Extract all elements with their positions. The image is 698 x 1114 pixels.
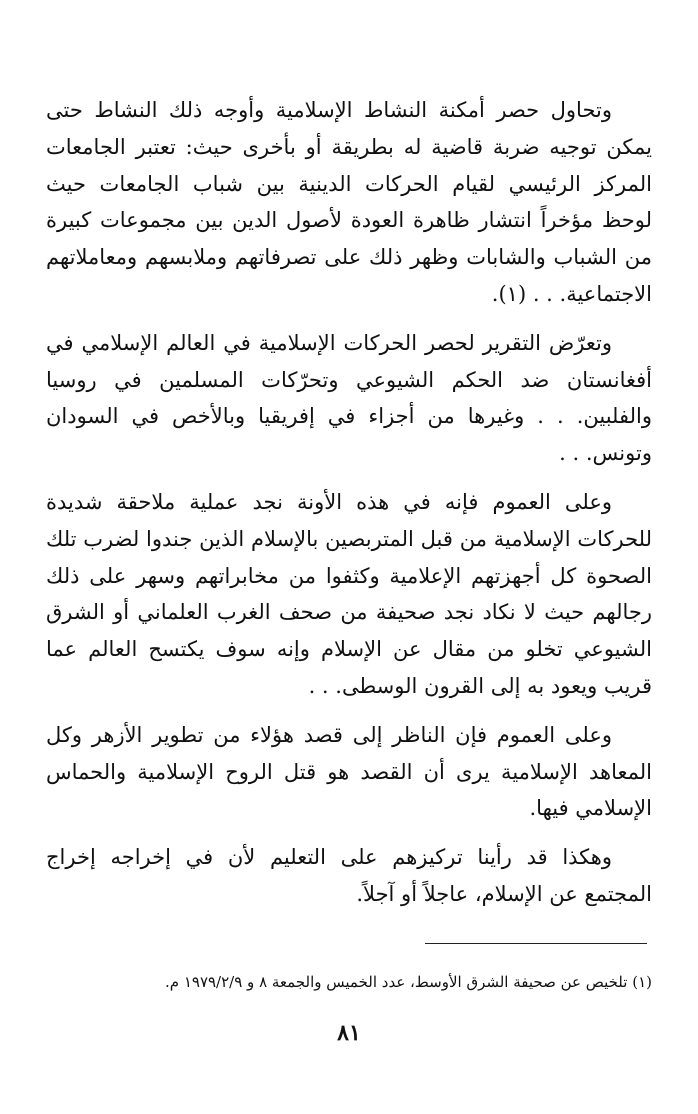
- paragraph-1: وتحاول حصر أمكنة النشاط الإسلامية وأوجه ذلك النشاط حتى يمكن توجيه ضربة قاضية له بطريقة أو بأخرى حيث: تعتبر الجامعات المركز الرئيسي لقيام الحركات الدينية بين شباب الجامعات حيث لوحظ مؤخراً انتشار ظاهرة العودة لأصول الدين بين مجموعات كبيرة من الشباب والشابات وظهر ذلك على تصرفاتهم وملابسهم ومعاملاتهم الاجتماعية. . . (١).: [46, 98, 652, 306]
- paragraph-3: وعلى العموم فإنه في هذه الأونة نجد عملية ملاحقة شديدة للحركات الإسلامية من قبل المتربصين بالإسلام الذين جندوا لضرب تلك الصحوة كل أجهزتهم الإعلامية وكثفوا من مخابراتهم وسهر على ذلك رجالهم حيث لا نكاد نجد صحيفة من صحف الغرب العلماني أو الشرق الشيوعي تخلو من مقال عن الإسلام وإنه سوف يكتسح العالم عما قريب ويعود به إلى القرون الوسطى. . .: [46, 489, 652, 698]
- page-number: ٨١: [337, 1020, 361, 1046]
- main-text: [46, 92, 652, 925]
- paragraph-2: وتعرّض التقرير لحصر الحركات الإسلامية في العالم الإسلامي في أفغانستان ضد الحكم الشيوعي وتحرّكات المسلمين في روسيا والفلبين. . . وغيرها من أجزاء في إفريقيا وبالأخص في السودان وتونس. . .: [46, 330, 652, 466]
- paragraph-4: وعلى العموم فإن الناظر إلى قصد هؤلاء من تطوير الأزهر وكل المعاهد الإسلامية يرى أن القصد هو قتل الروح الإسلامية والحماس الإسلامي فيها.: [46, 722, 652, 821]
- paragraph-5: وهكذا قد رأينا تركيزهم على التعليم لأن في إخراجه إخراج المجتمع عن الإسلام، عاجلاً أو آجلاً.: [46, 845, 652, 906]
- footnote: (١) تلخيص عن صحيفة الشرق الأوسط، عدد الخميس والجمعة ٨ و ١٩٧٩/٢/٩ م.: [165, 973, 652, 991]
- footnote-divider: [425, 943, 647, 944]
